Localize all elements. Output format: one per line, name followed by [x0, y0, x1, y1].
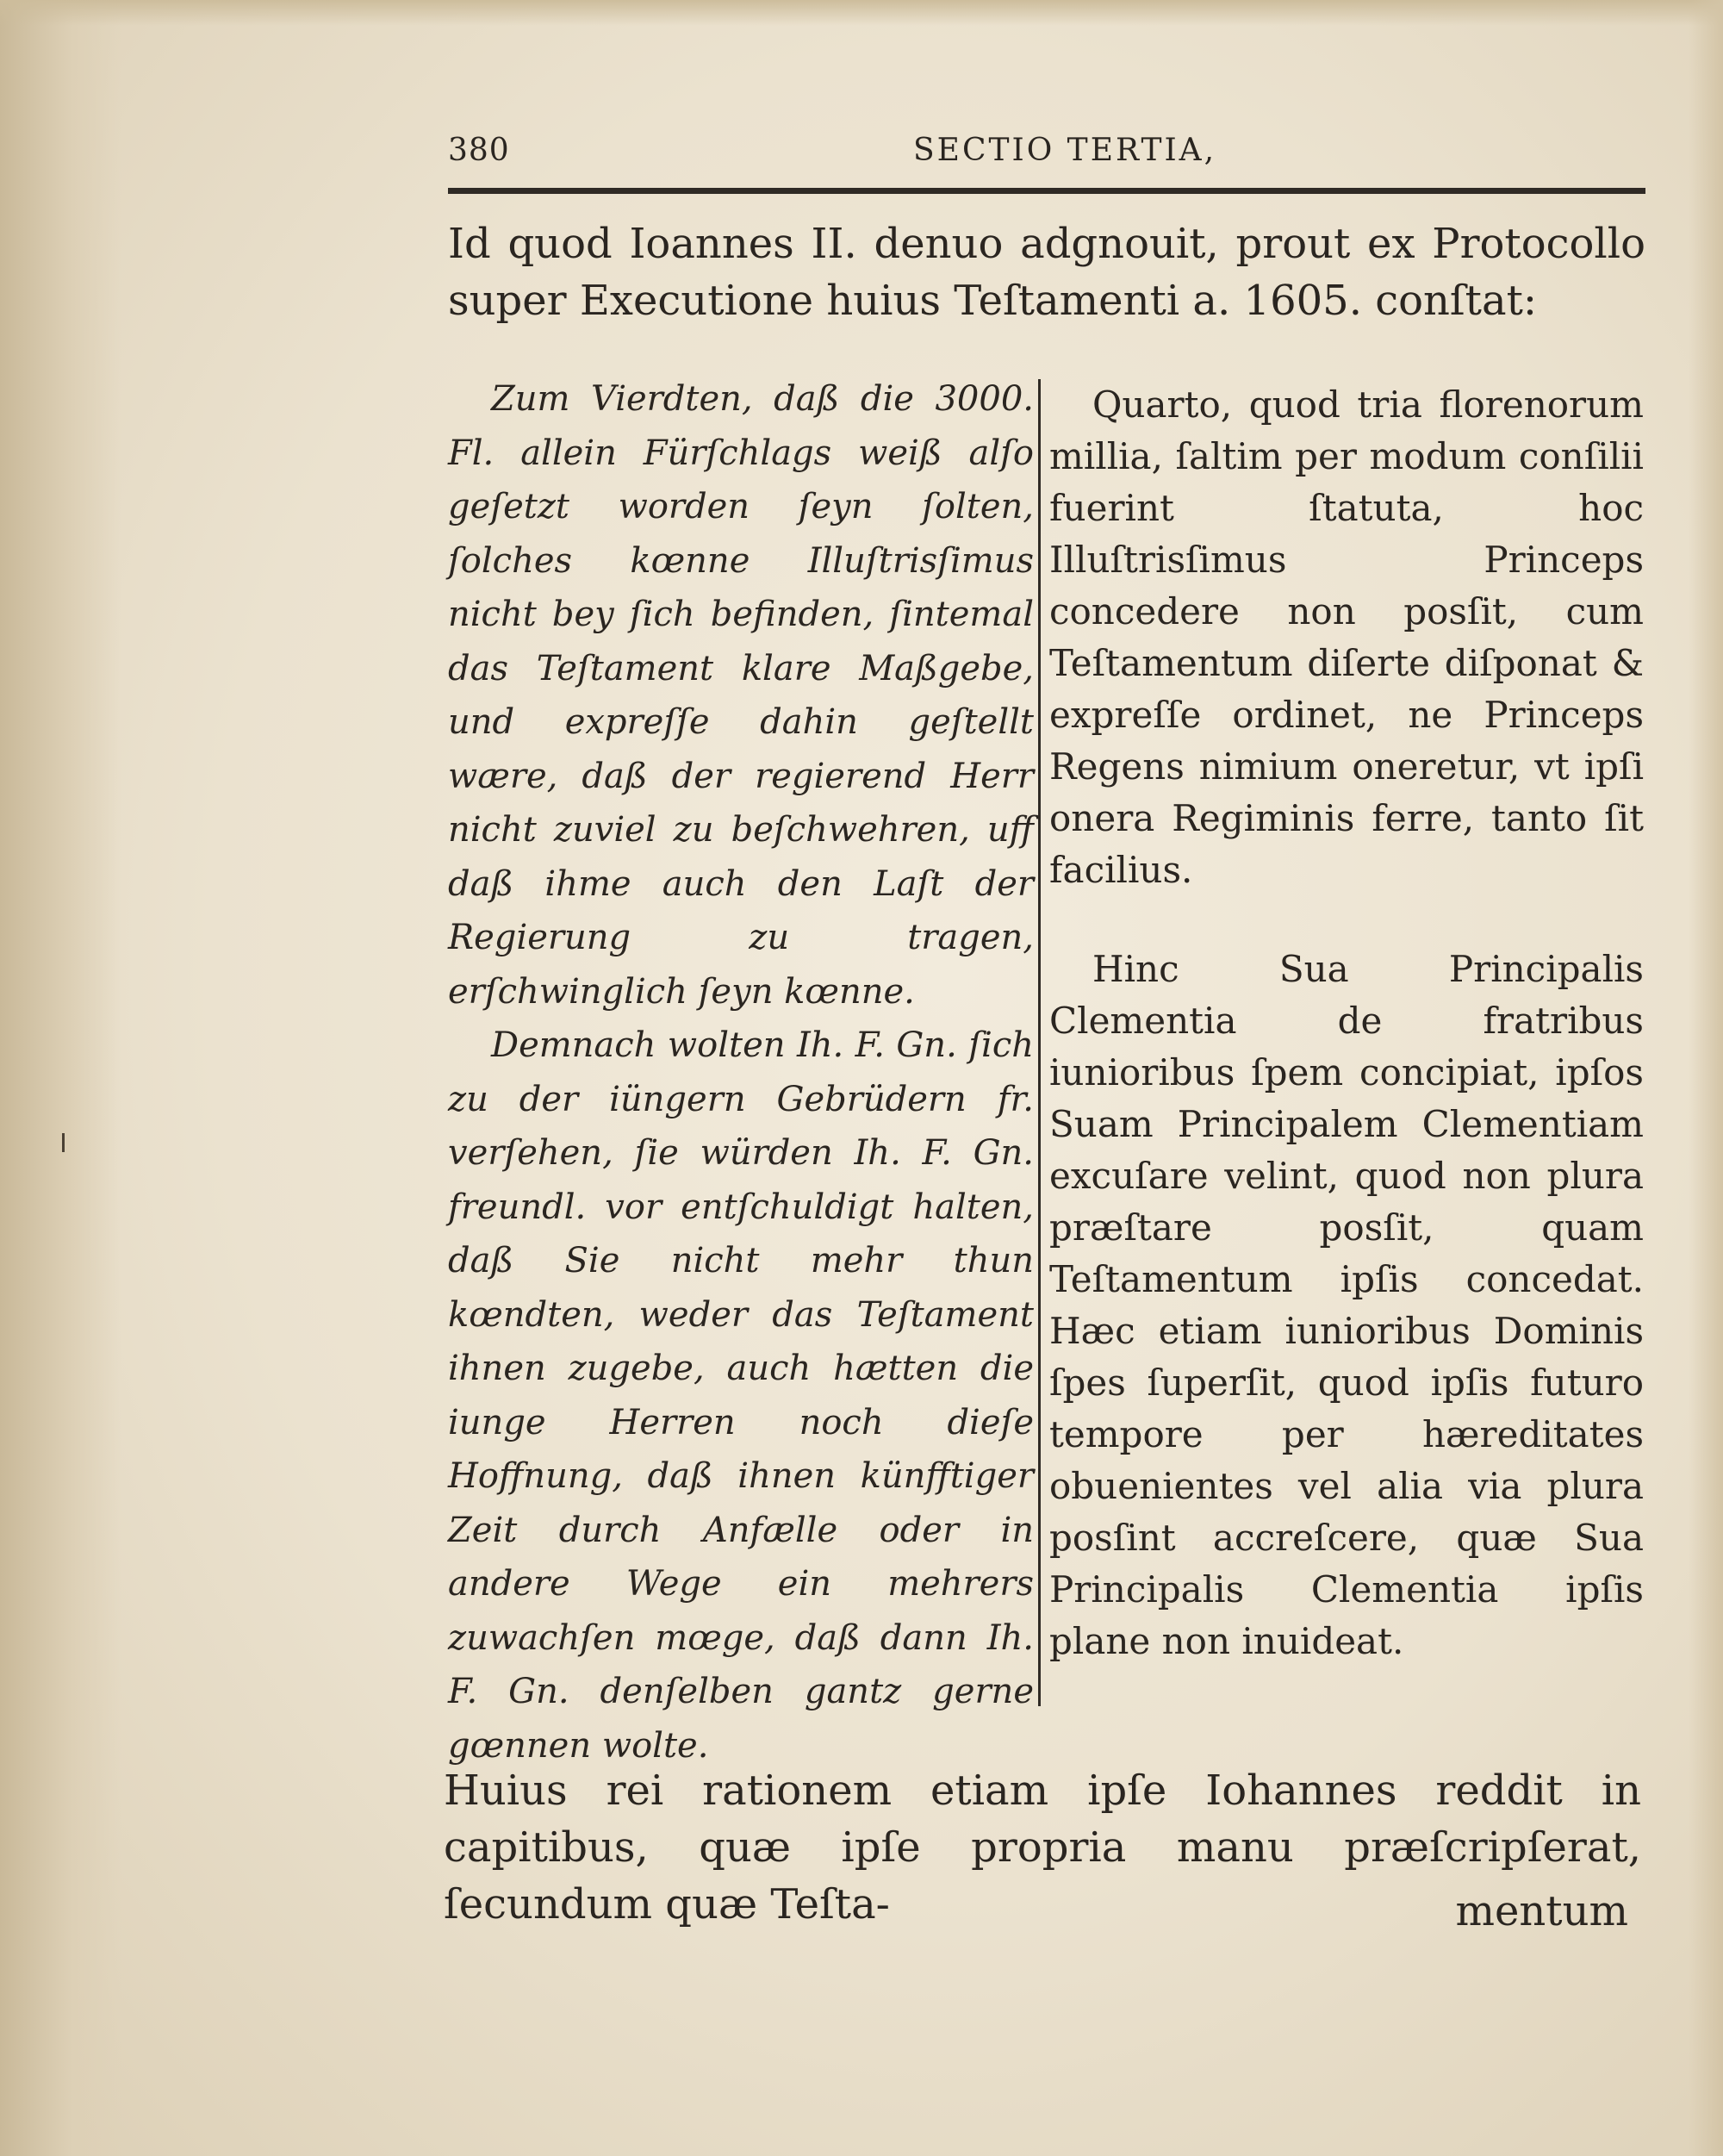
page-top-edge: [0, 0, 1723, 26]
running-head: SECTIO TERTIA,: [913, 133, 1217, 168]
margin-mark: [62, 1133, 65, 1152]
page-header: [448, 129, 1654, 181]
catchword: mentum: [1455, 1887, 1628, 1935]
latin-paragraph-1: Quarto, quod tria florenorum millia, ſaltim per modum conſilii fuerint ſtatuta, hoc Illuſtrisſimus Princeps concedere non posſit, cum Teſtamentum diſerte diſponat & expreſſe ordinet, ne Princeps Regens nimium oneretur, vt ipſi onera Regiminis ferre, tanto ſit facilius.: [1049, 383, 1644, 891]
german-column: [448, 372, 1034, 1773]
intro-paragraph: Id quod Ioannes II. denuo adgnouit, prout ex Protocollo super Executione huius Teſtamenti a. 1605. conſtat:: [448, 220, 1645, 325]
header-rule: [448, 188, 1645, 194]
page-number: 380: [448, 133, 510, 168]
german-paragraph-1: Zum Vierdten, daß die 3000. Fl. allein Fürſchlags weiß alſo geſetzt worden ſeyn ſolten, ſolches kœnne Illuſtrisſimus nicht bey ſich befinden, ſintemal das Teſtament klare Maßgebe, und expreſſe dahin geſtellt wære, daß der regierend Herr nicht zuviel zu beſchwehren, uff daß ihme auch den Laſt der Regierung zu tragen, erſchwinglich ſeyn kœnne.: [448, 379, 1034, 1012]
page-right-edge: [1689, 0, 1723, 2156]
german-paragraph-2: Demnach wolten Ih. F. Gn. ſich zu der iüngern Gebrüdern fr. verſehen, ſie würden Ih. F. Gn. freundl. vor entſchuldigt halten, daß Sie nicht mehr thun kœndten, weder das Teſtament ihnen zugebe, auch hætten die iunge Herren noch dieſe Hoffnung, daß ihnen künfftiger Zeit durch Anfælle oder in andere Wege ein mehrers zuwachſen mœge, daß dann Ih. F. Gn. denſelben gantz gerne gœnnen wolte.: [448, 1025, 1034, 1766]
column-divider: [1038, 379, 1041, 1706]
binding-gutter: [0, 0, 121, 2156]
latin-column: [1049, 379, 1644, 1667]
closing-paragraph: Huius rei rationem etiam ipſe Iohannes reddit in capitibus, quæ ipſe propria manu præſcripſerat, ſecundum quæ Teſta-: [444, 1767, 1641, 1929]
latin-paragraph-2: Hinc Sua Principalis Clementia de fratribus iunioribus ſpem concipiat, ipſos Suam Principalem Clementiam excuſare velint, quod non plura præſtare posſit, quam Teſtamentum ipſis concedat. Hæc etiam iunioribus Dominis ſpes ſuperſit, quod ipſis futuro tempore per hæreditates obuenientes vel alia via plura posſint accreſcere, quæ Sua Principalis Clementia ipſis plane non inuideat.: [1049, 948, 1644, 1662]
